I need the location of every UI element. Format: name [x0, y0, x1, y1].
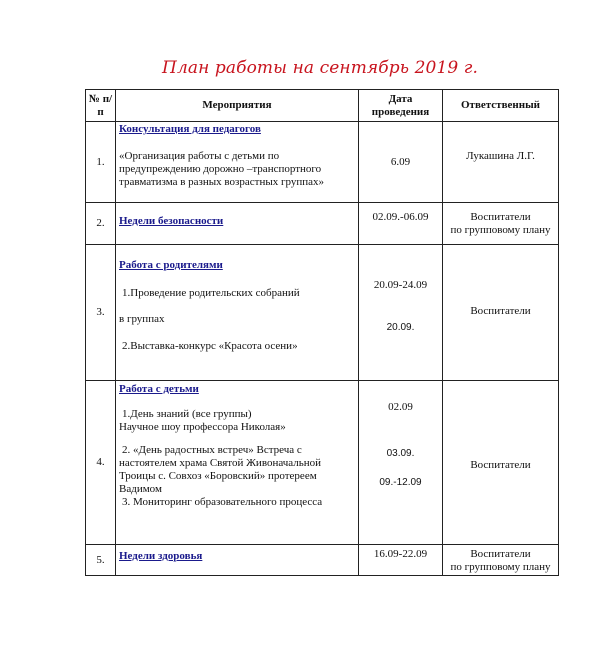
table-row: [86, 245, 559, 381]
event-line: 1.Проведение родительских собраний: [122, 287, 300, 299]
event-heading-link[interactable]: Консультация для педагогов: [119, 123, 261, 135]
date-value: 20.09.: [386, 322, 415, 333]
event-line: предупреждению дорожно –транспортного: [119, 163, 322, 175]
row-number: 2.: [86, 203, 116, 245]
row-number: 4.: [86, 381, 116, 545]
event-line: «Организация работы с детьми по: [119, 150, 280, 162]
date-cell: [359, 122, 443, 203]
table-header-row: [86, 90, 559, 122]
event-line: в группах: [119, 313, 165, 325]
event-cell: [116, 545, 359, 576]
responsible-value: Воспитатели: [470, 211, 531, 223]
date-value: 09.-12.09: [379, 477, 422, 488]
event-line: 2. «День радостных встреч» Встреча с: [122, 444, 302, 456]
table-row: [86, 203, 559, 245]
responsible-cell: [443, 381, 559, 545]
header-date: Дата проведения: [359, 90, 443, 122]
event-heading-link[interactable]: Недели безопасности: [119, 215, 224, 227]
event-heading-link[interactable]: Работа с детьми: [119, 383, 199, 395]
date-value: 02.09.-06.09: [372, 211, 429, 223]
header-event: Мероприятия: [116, 90, 359, 122]
responsible-cell: [443, 245, 559, 381]
table-row: [86, 381, 559, 545]
table-row: [86, 545, 559, 576]
responsible-cell: [443, 545, 559, 576]
responsible-value: Воспитатели: [470, 459, 531, 471]
event-line: Троицы с. Совхоз «Боровский» протереем: [119, 470, 317, 482]
plan-table: [85, 89, 559, 576]
responsible-value: Воспитатели: [470, 548, 531, 560]
event-heading-link[interactable]: Работа с родителями: [119, 259, 223, 271]
date-value: 16.09-22.09: [373, 548, 428, 560]
date-value: 02.09: [388, 401, 413, 413]
table-row: [86, 122, 559, 203]
responsible-value: Воспитатели: [470, 305, 531, 317]
responsible-value: Лукашина Л.Г.: [466, 150, 535, 162]
event-line: 1.День знаний (все группы): [122, 408, 252, 420]
date-value: 03.09.: [386, 448, 415, 459]
row-number: 5.: [86, 545, 116, 576]
event-line: 2.Выставка-конкурс «Красота осени»: [122, 340, 298, 352]
event-cell: [116, 245, 359, 381]
event-cell: [116, 203, 359, 245]
event-line: настоятелем храма Святой Живоначальной: [119, 457, 322, 469]
header-num: № п/п: [86, 90, 116, 122]
event-cell: [116, 381, 359, 545]
responsible-cell: [443, 203, 559, 245]
event-line: Научное шоу профессора Николая»: [119, 421, 286, 433]
date-value: 20.09-24.09: [373, 279, 428, 291]
event-line: Вадимом: [119, 483, 162, 495]
date-cell: [359, 245, 443, 381]
date-cell: [359, 381, 443, 545]
row-number: 1.: [86, 122, 116, 203]
event-heading-link[interactable]: Недели здоровья: [119, 550, 203, 562]
event-line: травматизма в разных возрастных группах»: [119, 176, 324, 188]
page-title: План работы на сентябрь 2019 г.: [162, 58, 478, 78]
date-cell: [359, 203, 443, 245]
header-responsible: Ответственный: [443, 90, 559, 122]
date-cell: [359, 545, 443, 576]
row-number: 3.: [86, 245, 116, 381]
event-cell: [116, 122, 359, 203]
responsible-value: по групповому плану: [450, 561, 551, 573]
responsible-value: по групповому плану: [450, 224, 551, 236]
responsible-cell: [443, 122, 559, 203]
event-line: 3. Мониторинг образовательного процесса: [122, 496, 323, 508]
date-value: 6.09: [390, 156, 411, 168]
